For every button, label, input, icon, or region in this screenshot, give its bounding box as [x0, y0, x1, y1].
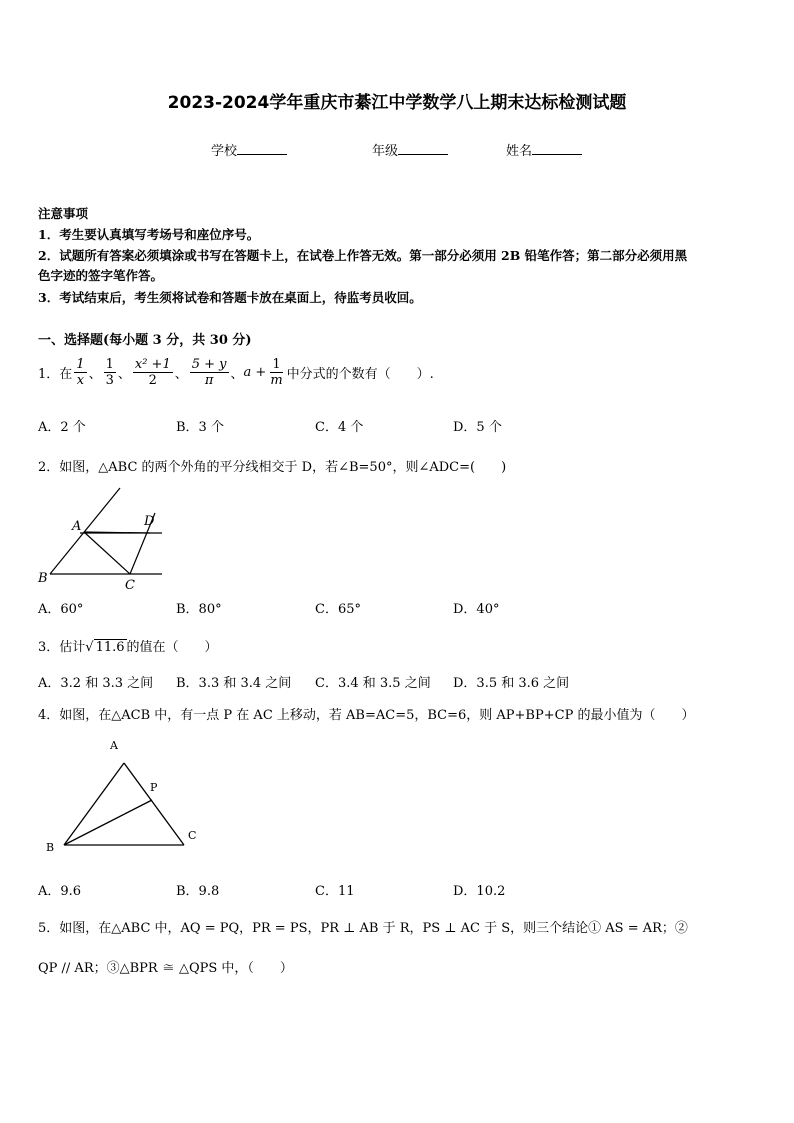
q4-label-b: B	[46, 841, 55, 854]
question-3-stem	[38, 636, 218, 655]
school-blank[interactable]	[237, 142, 287, 155]
page-title: 2023-2024学年重庆市綦江中学数学八上期末达标检测试题	[167, 93, 627, 113]
question-4-stem: 4．如图，在△ACB 中，有一点 P 在 AC 上移动，若 AB=AC=5，BC=6，则 AP+BP+CP 的最小值为（ ）	[38, 708, 695, 723]
q1-fraction-5: $\frac{1}{m}$	[270, 357, 283, 388]
q1-sep: 、	[88, 367, 102, 382]
notes-item-3: 3．考试结束后，考生须将试卷和答题卡放在桌面上，待监考员收回。	[38, 290, 422, 305]
q1-option-b[interactable]: B．3 个	[176, 420, 224, 435]
q3-option-d[interactable]: D．3.5 和 3.6 之间	[453, 676, 570, 691]
q1-sep: 、	[174, 367, 188, 382]
q1-sep: 、	[230, 367, 244, 382]
q2-option-a[interactable]: A．60°	[38, 602, 84, 617]
name-label: 姓名	[506, 144, 533, 159]
q2-option-b[interactable]: B．80°	[176, 602, 222, 617]
notes-item-2b: 色字迹的签字笔作答。	[38, 268, 164, 283]
q3-prefix: 3．估计	[38, 640, 86, 655]
q1-fraction-2: $\frac{1}{3}$	[105, 357, 114, 388]
q2-label-a: A	[72, 519, 82, 534]
question-2-stem: 2．如图，△ABC 的两个外角的平分线相交于 D，若∠B=50°，则∠ADC=( )	[38, 460, 507, 475]
q1-suffix: 中分式的个数有（ ）.	[286, 367, 434, 382]
q2-label-c: C	[125, 578, 135, 593]
grade-blank[interactable]	[398, 142, 448, 155]
q2-label-b: B	[38, 571, 48, 586]
q1-prefix: 1．在	[38, 367, 73, 382]
question-5-line-1: 5．如图，在△ABC 中，AQ = PQ，PR = PS，PR ⊥ AB 于 R，PS ⊥ AC 于 S，则三个结论① AS = AR；②	[38, 921, 688, 936]
sqrt-icon: √	[85, 640, 94, 655]
q3-radicand: 11.6	[95, 640, 125, 655]
question-1-stem	[38, 357, 434, 388]
school-field[interactable]	[211, 140, 287, 159]
name-field[interactable]	[506, 140, 582, 159]
q1-fraction-3: $\frac{\text{x² +1}}{2}$	[134, 357, 171, 388]
q3-option-c[interactable]: C．3.4 和 3.5 之间	[315, 676, 431, 691]
q1-option-d[interactable]: D．5 个	[453, 420, 502, 435]
q2-option-c[interactable]: C．65°	[315, 602, 361, 617]
q2-figure	[30, 483, 180, 595]
q2-label-d: D	[144, 514, 155, 529]
q4-option-c[interactable]: C．11	[315, 884, 355, 899]
notes-item-2a: 2．试题所有答案必须填涂或书写在答题卡上，在试卷上作答无效。第一部分必须用 2B 铅笔作答；第二部分必须用黑	[38, 248, 688, 263]
q4-label-p: P	[150, 781, 158, 794]
q1-fraction-4: $\frac{5 + y}{\pi}$	[191, 357, 227, 388]
q1-sep: 、	[117, 367, 131, 382]
q2-option-d[interactable]: D．40°	[453, 602, 500, 617]
q3-option-a[interactable]: A．3.2 和 3.3 之间	[38, 676, 154, 691]
q3-option-b[interactable]: B．3.3 和 3.4 之间	[176, 676, 292, 691]
notes-item-1: 1．考生要认真填写考场号和座位序号。	[38, 227, 260, 242]
q1-fraction-1: $\frac{1}{x}$	[76, 357, 85, 388]
q4-label-c: C	[188, 829, 197, 842]
q3-suffix: 的值在（ ）	[126, 640, 218, 655]
q4-option-d[interactable]: D．10.2	[453, 884, 506, 899]
section-heading: 一、选择题(每小题 3 分，共 30 分)	[38, 333, 252, 348]
q4-figure	[40, 735, 210, 860]
question-5-line-2: QP // AR；③△BPR ≅ △QPS 中，（ ）	[38, 961, 293, 976]
school-label: 学校	[211, 144, 238, 159]
name-blank[interactable]	[532, 142, 582, 155]
grade-field[interactable]	[372, 140, 448, 159]
notes-heading: 注意事项	[38, 206, 89, 221]
q1-option-c[interactable]: C．4 个	[315, 420, 364, 435]
q4-option-a[interactable]: A．9.6	[38, 884, 82, 899]
grade-label: 年级	[372, 144, 399, 159]
q4-label-a: A	[110, 739, 118, 752]
q1-expr-prefix: a +	[243, 365, 267, 380]
q1-option-a[interactable]: A．2 个	[38, 420, 86, 435]
q4-option-b[interactable]: B．9.8	[176, 884, 220, 899]
